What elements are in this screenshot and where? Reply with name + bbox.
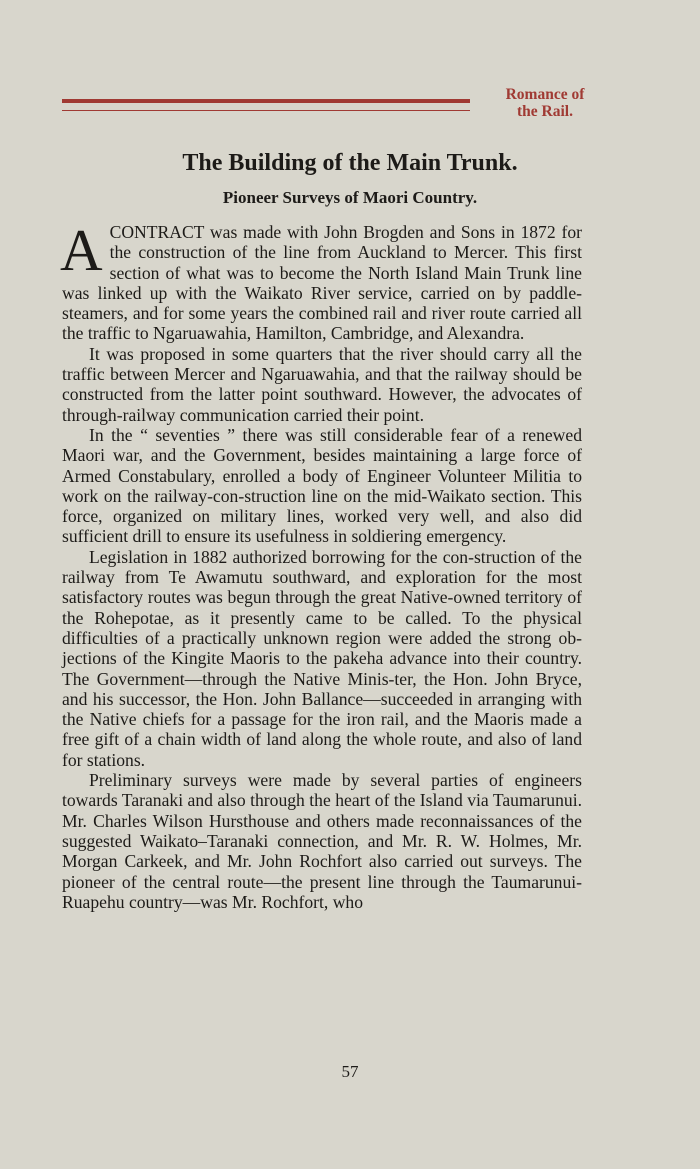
drop-cap: A [60, 217, 103, 283]
paragraph-3: In the “ seventies ” there was still considerable fear of a renewed Maori war, and the Government, besides maintaining a large force of Armed Constabulary, enrolled a body of Engineer Volunteer Militia to work on the railway-con-struction line on the mid-Waikato section. This force, organized on military lines, worked very well, and also did sufficient drill to ensure its usefulness in soldiering emergency. [62, 424, 582, 547]
paragraph-2: It was proposed in some quarters that the river should carry all the traffic between Mercer and Ngaruawahia, and that the railway should be constructed from the latter point southward. However, the advocates of through-railway communication carried their point. [62, 343, 582, 425]
header-rule-thin [62, 110, 470, 111]
running-head-line1: Romance of [505, 86, 585, 103]
chapter-subtitle: Pioneer Surveys of Maori Country. [222, 188, 478, 207]
header-rule-thick [62, 99, 470, 103]
paragraph-4: Legislation in 1882 authorized borrowing for the con-struction of the railway from Te Awamutu southward, and exploration for the most satisfactory routes was begun through the great Native-owned territory of the Rohepotae, as it presently came to be called. To the physical difficulties of a practically unknown region were added the strong ob-jections of the Kingite Maoris to the pakeha advance into their country. The Government—through the Native Minis-ter, the Hon. John Bryce, and his successor, the Hon. John Ballance—succeeded in arranging with the Native chiefs for a passage for the iron rail, and the Maoris made a free gift of a chain width of land along the whole route, and also of land for stations. [62, 546, 582, 770]
page-number: 57 [341, 1062, 359, 1081]
body-text [60, 217, 582, 912]
chapter-title: The Building of the Main Trunk. [182, 150, 518, 176]
paragraph-5: Preliminary surveys were made by several parties of engineers towards Taranaki and also through the heart of the Island via Taumarunui. Mr. Charles Wilson Hursthouse and others made reconnaissances of the suggested Waikato–Taranaki connection, and Mr. R. W. Holmes, Mr. Morgan Carkeek, and Mr. John Rochfort also carried out surveys. The pioneer of the central route—the present line through the Taumarunui-Ruapehu country—was Mr. Rochfort, who [62, 770, 582, 912]
paragraph-1-text: CONTRACT was made with John Brogden and Sons in 1872 for the construction of the line from Auckland to Mercer. This first section of what was to become the North Island Main Trunk line was linked up with the Waikato River service, carried on by paddle-steamers, and for some years the combined rail and river route carried all the traffic to Ngaruawahia, Hamilton, Cambridge, and Alexandra. [62, 222, 582, 344]
running-head-line2: the Rail. [517, 103, 573, 120]
running-head [490, 86, 600, 120]
paragraph-1 [60, 217, 582, 344]
